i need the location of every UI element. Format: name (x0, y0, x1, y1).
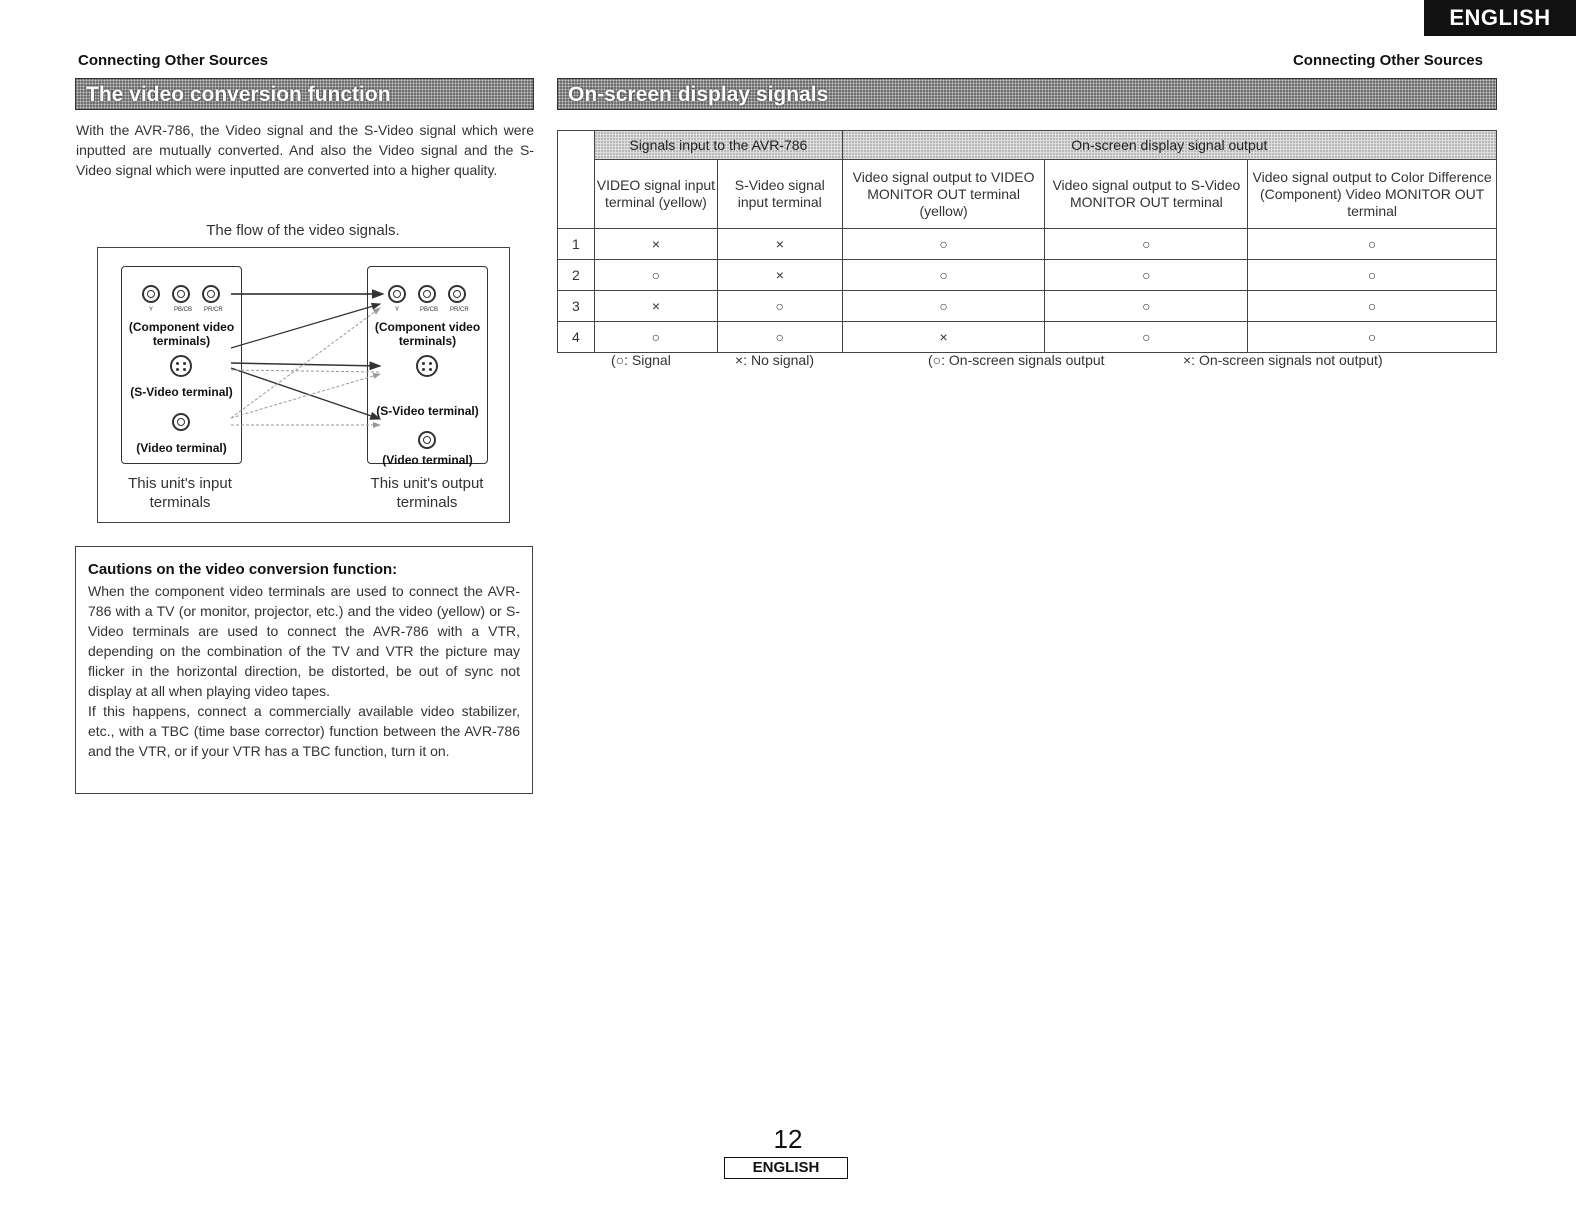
table-cell: ○ (1045, 322, 1248, 353)
input-component-label: (Component video terminals) (128, 320, 235, 348)
video-conversion-banner: The video conversion function (75, 78, 534, 110)
col-video-output: Video signal output to VIDEO MONITOR OUT terminal (yellow) (842, 160, 1045, 229)
on-screen-display-banner: On-screen display signals (557, 78, 1497, 110)
out-jack-label-y: Y (394, 307, 399, 313)
table-cell: ○ (717, 322, 842, 353)
row-number: 4 (558, 322, 595, 353)
table-row (558, 322, 1497, 353)
input-svideo-label: (S-Video terminal) (130, 385, 233, 399)
table-cell: ○ (842, 291, 1045, 322)
caution-paragraph-2: If this happens, connect a commercially available video stabilizer, etc., with a TBC (time base corrector) function between the AVR-786 and the VTR, or if your VTR has a TBC function, turn it on. (88, 703, 520, 759)
input-terminals-caption: This unit's input terminals (128, 475, 232, 511)
on-screen-display-table (557, 130, 1497, 353)
out-jack-label-pr: PR/CR (450, 307, 469, 313)
table-cell: ○ (842, 260, 1045, 291)
input-video-label: (Video terminal) (136, 441, 227, 455)
page-number: 12 (773, 1124, 803, 1154)
jack-label-pb: PB/CB (174, 307, 193, 313)
running-header-left: Connecting Other Sources (78, 52, 269, 69)
output-video-label: (Video terminal) (382, 453, 473, 467)
input-group-header: Signals input to the AVR-786 (594, 131, 842, 160)
row-number-header (558, 131, 595, 229)
table-cell: ○ (1248, 291, 1497, 322)
col-component-output: Video signal output to Color Difference (Component) Video MONITOR OUT terminal (1248, 160, 1497, 229)
language-tab: ENGLISH (1424, 0, 1576, 36)
intro-paragraph: With the AVR-786, the Video signal and the S-Video signal which were inputted are mutually converted. And also the Video signal and the S-Video signal which were inputted are converted into a higher quality. (76, 122, 534, 178)
row-number: 1 (558, 229, 595, 260)
flow-caption: The flow of the video signals. (206, 222, 400, 239)
video-flow-diagram (97, 247, 510, 523)
table-cell: × (842, 322, 1045, 353)
table-cell: ○ (1248, 260, 1497, 291)
running-header-right: Connecting Other Sources (1292, 52, 1483, 69)
table-cell: × (594, 229, 717, 260)
table-row (558, 291, 1497, 322)
caution-box (75, 546, 533, 794)
table-cell: × (717, 260, 842, 291)
table-cell: ○ (1045, 229, 1248, 260)
table-cell: ○ (1045, 260, 1248, 291)
caution-title: Cautions on the video conversion function: (88, 561, 398, 578)
col-svideo-input: S-Video signal input terminal (717, 160, 842, 229)
output-svideo-label: (S-Video terminal) (376, 404, 479, 418)
output-group-header: On-screen display signal output (842, 131, 1496, 160)
legend-input-no-signal: ×: No signal) (735, 352, 814, 368)
legend-output-signal: (○: On-screen signals output (928, 352, 1105, 368)
table-cell: × (594, 291, 717, 322)
legend-input-signal: (○: Signal (611, 352, 671, 368)
row-number: 2 (558, 260, 595, 291)
col-svideo-output: Video signal output to S-Video MONITOR OUT terminal (1045, 160, 1248, 229)
table-cell: ○ (594, 260, 717, 291)
legend-output-no-signal: ×: On-screen signals not output) (1183, 352, 1383, 368)
table-cell: ○ (842, 229, 1045, 260)
row-number: 3 (558, 291, 595, 322)
jack-label-y: Y (148, 307, 153, 313)
table-row (558, 260, 1497, 291)
jack-label-pr: PR/CR (204, 307, 223, 313)
table-cell: × (717, 229, 842, 260)
table-cell: ○ (1045, 291, 1248, 322)
caution-paragraph-1: When the component video terminals are used to connect the AVR-786 with a TV (or monitor, projector, etc.) and the video (yellow) or S-Video terminals are used to connect the AVR-786 with a VTR, depending on the combination of the TV and VTR the picture may flicker in the horizontal direction, be distorted, be out of sync not display at all when playing video tapes. (88, 583, 520, 699)
table-row (558, 229, 1497, 260)
out-jack-label-pb: PB/CB (420, 307, 439, 313)
footer-language-label: ENGLISH (724, 1157, 848, 1179)
table-cell: ○ (1248, 322, 1497, 353)
table-cell: ○ (1248, 229, 1497, 260)
table-cell: ○ (717, 291, 842, 322)
table-cell: ○ (594, 322, 717, 353)
output-terminals-caption: This unit's output terminals (370, 475, 484, 511)
output-component-label: (Component video terminals) (374, 320, 481, 348)
col-video-input: VIDEO signal input terminal (yellow) (594, 160, 717, 229)
